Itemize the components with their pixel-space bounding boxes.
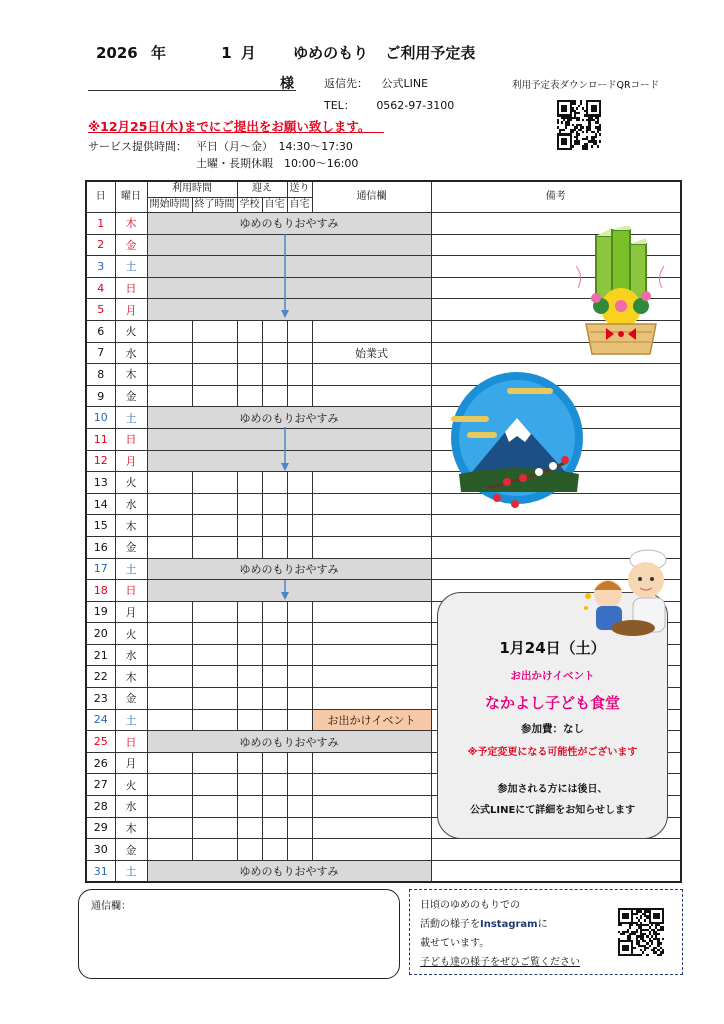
end-time-cell[interactable]: [192, 623, 237, 645]
closed-label: ゆめのもりおやすみ: [239, 411, 339, 425]
page-title: [96, 42, 475, 63]
qr-label: 利用予定表ダウンロードQRコード: [512, 80, 660, 91]
row-day: 10: [86, 407, 115, 429]
pickup-school-cell[interactable]: [237, 644, 262, 666]
pickup-school-cell[interactable]: [237, 320, 262, 342]
row-weekday: 水: [115, 796, 147, 818]
notes-cell[interactable]: [312, 385, 431, 407]
start-time-cell[interactable]: [147, 796, 192, 818]
row-weekday: 火: [115, 320, 147, 342]
row-day: 5: [86, 299, 115, 321]
row-weekday: 土: [115, 558, 147, 580]
closed-label: ゆめのもりおやすみ: [239, 217, 339, 231]
start-time-cell[interactable]: [147, 644, 192, 666]
header-pickup-home: 自宅: [262, 197, 287, 213]
instagram-brand: Instagram: [480, 919, 538, 930]
notes-cell[interactable]: [312, 472, 431, 494]
tel-row: [324, 97, 454, 113]
row-weekday: 金: [115, 688, 147, 710]
kadomatsu-illustration: [566, 226, 666, 356]
service-label: サービス提供時間：: [88, 140, 187, 153]
deadline-text: ※12月25日(木)までにご提出をお願い致します。: [88, 119, 371, 134]
row-day: 14: [86, 493, 115, 515]
header-dropoff: 送り: [287, 181, 312, 197]
closed-cell: [147, 558, 431, 580]
end-time-cell[interactable]: [192, 817, 237, 839]
start-time-cell[interactable]: [147, 839, 192, 861]
row-weekday: 月: [115, 450, 147, 472]
header-day: 日: [86, 181, 115, 213]
table-row: [86, 407, 681, 429]
notes-box[interactable]: [78, 889, 400, 979]
end-time-cell[interactable]: [192, 839, 237, 861]
header-remarks: 備考: [431, 181, 681, 213]
end-time-cell[interactable]: [192, 515, 237, 537]
table-row: [86, 385, 681, 407]
row-day: 30: [86, 839, 115, 861]
table-row: [86, 493, 681, 515]
header-usage-time: 利用時間: [147, 181, 237, 197]
arrow-down-icon: [276, 230, 296, 320]
notes-cell[interactable]: [312, 774, 431, 796]
deadline-underline: [88, 132, 384, 133]
row-day: 12: [86, 450, 115, 472]
start-time-cell[interactable]: [147, 709, 192, 731]
end-time-cell[interactable]: [192, 385, 237, 407]
reply-value: 公式LINE: [381, 77, 429, 90]
row-weekday: 金: [115, 234, 147, 256]
row-weekday: 木: [115, 364, 147, 386]
dropoff-home-cell[interactable]: [287, 385, 312, 407]
start-time-cell[interactable]: [147, 364, 192, 386]
row-weekday: 水: [115, 342, 147, 364]
row-day: 19: [86, 601, 115, 623]
dropoff-home-cell[interactable]: [287, 752, 312, 774]
row-weekday: 木: [115, 817, 147, 839]
remarks-cell: [431, 839, 681, 861]
row-weekday: 火: [115, 623, 147, 645]
end-time-cell[interactable]: [192, 342, 237, 364]
pickup-home-cell[interactable]: [262, 385, 287, 407]
header-notes: 通信欄: [312, 181, 431, 213]
pickup-home-cell[interactable]: [262, 472, 287, 494]
row-day: 4: [86, 277, 115, 299]
dropoff-home-cell[interactable]: [287, 342, 312, 364]
start-time-cell[interactable]: [147, 623, 192, 645]
dropoff-home-cell[interactable]: [287, 472, 312, 494]
end-time-cell[interactable]: [192, 320, 237, 342]
insta-line3: 載せています。: [420, 938, 490, 949]
reply-label: 返信先：: [324, 77, 368, 90]
notes-label: 通信欄：: [91, 901, 131, 912]
insta-line1: 日頃のゆめのもりでの: [420, 900, 520, 911]
notes-cell[interactable]: [312, 688, 431, 710]
pickup-school-cell[interactable]: [237, 342, 262, 364]
facility-name: ゆめのもり: [293, 44, 369, 62]
event-name: なかよし子ども食堂: [484, 694, 620, 712]
start-time-cell[interactable]: [147, 320, 192, 342]
header-weekday: 曜日: [115, 181, 147, 213]
notes-cell[interactable]: [312, 839, 431, 861]
end-time-cell[interactable]: [192, 752, 237, 774]
table-row: [86, 472, 681, 494]
pickup-school-cell[interactable]: [237, 839, 262, 861]
pickup-school-cell[interactable]: [237, 666, 262, 688]
start-time-cell[interactable]: [147, 536, 192, 558]
header-pickup: 迎え: [237, 181, 287, 197]
pickup-home-cell[interactable]: [262, 493, 287, 515]
pickup-school-cell[interactable]: [237, 796, 262, 818]
year: 2026: [96, 44, 138, 62]
pickup-school-cell[interactable]: [237, 774, 262, 796]
row-weekday: 日: [115, 580, 147, 602]
insta-line4: 子ども達の様子をぜひご覧ください: [420, 957, 580, 968]
event-date: 1月24日（土）: [499, 639, 606, 657]
row-day: 17: [86, 558, 115, 580]
reply-row: [324, 75, 428, 91]
dropoff-home-cell[interactable]: [287, 493, 312, 515]
closed-cell: [147, 731, 431, 753]
row-day: 7: [86, 342, 115, 364]
pickup-home-cell[interactable]: [262, 709, 287, 731]
table-row: [86, 428, 681, 450]
pickup-home-cell[interactable]: [262, 644, 287, 666]
children-cooking-illustration: [578, 546, 678, 646]
dropoff-home-cell[interactable]: [287, 817, 312, 839]
row-day: 15: [86, 515, 115, 537]
notes-cell[interactable]: [312, 796, 431, 818]
end-time-cell[interactable]: [192, 493, 237, 515]
doc-title: ご利用予定表: [385, 44, 476, 62]
row-day: 23: [86, 688, 115, 710]
pickup-home-cell[interactable]: [262, 623, 287, 645]
row-day: 22: [86, 666, 115, 688]
start-time-cell[interactable]: [147, 472, 192, 494]
start-time-cell[interactable]: [147, 515, 192, 537]
row-day: 16: [86, 536, 115, 558]
row-weekday: 月: [115, 299, 147, 321]
notes-cell[interactable]: お出かけイベント: [312, 709, 431, 731]
hours-weekend: 土曜・長期休暇 10:00～16:00: [196, 157, 359, 170]
sama-label: 様: [280, 76, 294, 92]
row-day: 29: [86, 817, 115, 839]
row-weekday: 月: [115, 601, 147, 623]
end-time-cell[interactable]: [192, 796, 237, 818]
row-day: 25: [86, 731, 115, 753]
insta-line2: [420, 915, 580, 934]
notes-cell[interactable]: [312, 515, 431, 537]
pickup-school-cell[interactable]: [237, 493, 262, 515]
month: 1: [221, 44, 232, 62]
notes-cell[interactable]: [312, 536, 431, 558]
table-row: [86, 515, 681, 537]
pickup-home-cell[interactable]: [262, 320, 287, 342]
dropoff-home-cell[interactable]: [287, 644, 312, 666]
dropoff-home-cell[interactable]: [287, 796, 312, 818]
row-weekday: 金: [115, 536, 147, 558]
row-day: 11: [86, 428, 115, 450]
tel-label: TEL：: [324, 99, 355, 112]
row-day: 27: [86, 774, 115, 796]
pickup-school-cell[interactable]: [237, 385, 262, 407]
row-weekday: 金: [115, 385, 147, 407]
row-day: 26: [86, 752, 115, 774]
dropoff-home-cell[interactable]: [287, 515, 312, 537]
end-time-cell[interactable]: [192, 601, 237, 623]
row-weekday: 水: [115, 644, 147, 666]
qr-code-icon[interactable]: [557, 100, 601, 150]
header-start: 開始時間: [147, 197, 192, 213]
row-weekday: 日: [115, 731, 147, 753]
dropoff-home-cell[interactable]: [287, 688, 312, 710]
pickup-home-cell[interactable]: [262, 515, 287, 537]
row-day: 28: [86, 796, 115, 818]
row-weekday: 水: [115, 493, 147, 515]
dropoff-home-cell[interactable]: [287, 601, 312, 623]
table-row: [86, 839, 681, 861]
row-day: 18: [86, 580, 115, 602]
notes-cell[interactable]: [312, 364, 431, 386]
row-weekday: 日: [115, 277, 147, 299]
mount-fuji-illustration: [447, 370, 587, 515]
row-day: 9: [86, 385, 115, 407]
start-time-cell[interactable]: [147, 493, 192, 515]
notes-cell[interactable]: [312, 752, 431, 774]
month-unit: 月: [240, 44, 256, 62]
instagram-box: [409, 889, 683, 975]
row-weekday: 土: [115, 407, 147, 429]
event-kicker: お出かけイベント: [510, 670, 595, 682]
end-time-cell[interactable]: [192, 536, 237, 558]
arrow-down-icon: [276, 578, 296, 602]
row-day: 3: [86, 256, 115, 278]
row-day: 31: [86, 860, 115, 882]
dropoff-home-cell[interactable]: [287, 364, 312, 386]
notes-cell[interactable]: [312, 644, 431, 666]
end-time-cell[interactable]: [192, 774, 237, 796]
pickup-school-cell[interactable]: [237, 752, 262, 774]
row-weekday: 火: [115, 472, 147, 494]
pickup-home-cell[interactable]: [262, 839, 287, 861]
end-time-cell[interactable]: [192, 364, 237, 386]
pickup-school-cell[interactable]: [237, 688, 262, 710]
end-time-cell[interactable]: [192, 666, 237, 688]
end-time-cell[interactable]: [192, 709, 237, 731]
arrow-down-icon: [276, 425, 296, 473]
dropoff-home-cell[interactable]: [287, 709, 312, 731]
row-weekday: 土: [115, 709, 147, 731]
event-info-line2: 公式LINEにて詳細をお知らせします: [470, 805, 635, 816]
dropoff-home-cell[interactable]: [287, 666, 312, 688]
notes-cell[interactable]: 始業式: [312, 342, 431, 364]
notes-cell[interactable]: [312, 601, 431, 623]
header-end: 終了時間: [192, 197, 237, 213]
start-time-cell[interactable]: [147, 666, 192, 688]
closed-label: ゆめのもりおやすみ: [239, 865, 339, 879]
pickup-home-cell[interactable]: [262, 342, 287, 364]
start-time-cell[interactable]: [147, 752, 192, 774]
event-fee: 参加費：なし: [521, 723, 584, 735]
closed-cell: [147, 860, 431, 882]
row-day: 1: [86, 213, 115, 235]
pickup-school-cell[interactable]: [237, 364, 262, 386]
row-day: 8: [86, 364, 115, 386]
remarks-cell: [431, 515, 681, 537]
insta-line2-post: に: [537, 919, 548, 930]
end-time-cell[interactable]: [192, 644, 237, 666]
row-weekday: 木: [115, 666, 147, 688]
header-pickup-school: 学校: [237, 197, 262, 213]
pickup-school-cell[interactable]: [237, 601, 262, 623]
year-unit: 年: [150, 44, 166, 62]
end-time-cell[interactable]: [192, 688, 237, 710]
row-weekday: 月: [115, 752, 147, 774]
closed-label: ゆめのもりおやすみ: [239, 562, 339, 576]
pickup-home-cell[interactable]: [262, 666, 287, 688]
row-day: 24: [86, 709, 115, 731]
start-time-cell[interactable]: [147, 601, 192, 623]
pickup-school-cell[interactable]: [237, 817, 262, 839]
qr-code-icon[interactable]: [618, 908, 664, 956]
dropoff-home-cell[interactable]: [287, 536, 312, 558]
row-weekday: 土: [115, 256, 147, 278]
tel-value: 0562-97-3100: [376, 99, 455, 112]
closed-label: ゆめのもりおやすみ: [239, 735, 339, 749]
pickup-home-cell[interactable]: [262, 752, 287, 774]
pickup-school-cell[interactable]: [237, 515, 262, 537]
notes-cell[interactable]: [312, 493, 431, 515]
notes-cell[interactable]: [312, 320, 431, 342]
name-underline: [88, 90, 296, 91]
pickup-home-cell[interactable]: [262, 817, 287, 839]
row-day: 21: [86, 644, 115, 666]
start-time-cell[interactable]: [147, 817, 192, 839]
end-time-cell[interactable]: [192, 472, 237, 494]
remarks-cell: [431, 860, 681, 882]
start-time-cell[interactable]: [147, 385, 192, 407]
notes-cell[interactable]: [312, 817, 431, 839]
table-row: [86, 364, 681, 386]
row-day: 6: [86, 320, 115, 342]
header-dropoff-home: 自宅: [287, 197, 312, 213]
pickup-home-cell[interactable]: [262, 601, 287, 623]
pickup-home-cell[interactable]: [262, 364, 287, 386]
row-weekday: 火: [115, 774, 147, 796]
pickup-home-cell[interactable]: [262, 774, 287, 796]
row-weekday: 土: [115, 860, 147, 882]
row-day: 20: [86, 623, 115, 645]
insta-line2-pre: 活動の様子を: [420, 919, 480, 930]
row-day: 2: [86, 234, 115, 256]
pickup-school-cell[interactable]: [237, 536, 262, 558]
table-row: [86, 860, 681, 882]
pickup-home-cell[interactable]: [262, 536, 287, 558]
row-weekday: 木: [115, 515, 147, 537]
row-day: 13: [86, 472, 115, 494]
row-weekday: 金: [115, 839, 147, 861]
table-row: [86, 450, 681, 472]
pickup-home-cell[interactable]: [262, 796, 287, 818]
row-weekday: 日: [115, 428, 147, 450]
dropoff-home-cell[interactable]: [287, 839, 312, 861]
pickup-home-cell[interactable]: [262, 688, 287, 710]
row-weekday: 木: [115, 213, 147, 235]
dropoff-home-cell[interactable]: [287, 623, 312, 645]
event-info-line1: 参加される方には後日、: [497, 784, 608, 795]
pickup-school-cell[interactable]: [237, 709, 262, 731]
hours-weekday: 平日（月～金） 14:30～17:30: [196, 140, 353, 153]
start-time-cell[interactable]: [147, 688, 192, 710]
start-time-cell[interactable]: [147, 774, 192, 796]
dropoff-home-cell[interactable]: [287, 320, 312, 342]
dropoff-home-cell[interactable]: [287, 774, 312, 796]
notes-cell[interactable]: [312, 623, 431, 645]
event-warning: ※予定変更になる可能性がございます: [467, 747, 638, 758]
pickup-school-cell[interactable]: [237, 472, 262, 494]
pickup-school-cell[interactable]: [237, 623, 262, 645]
notes-cell[interactable]: [312, 666, 431, 688]
start-time-cell[interactable]: [147, 342, 192, 364]
